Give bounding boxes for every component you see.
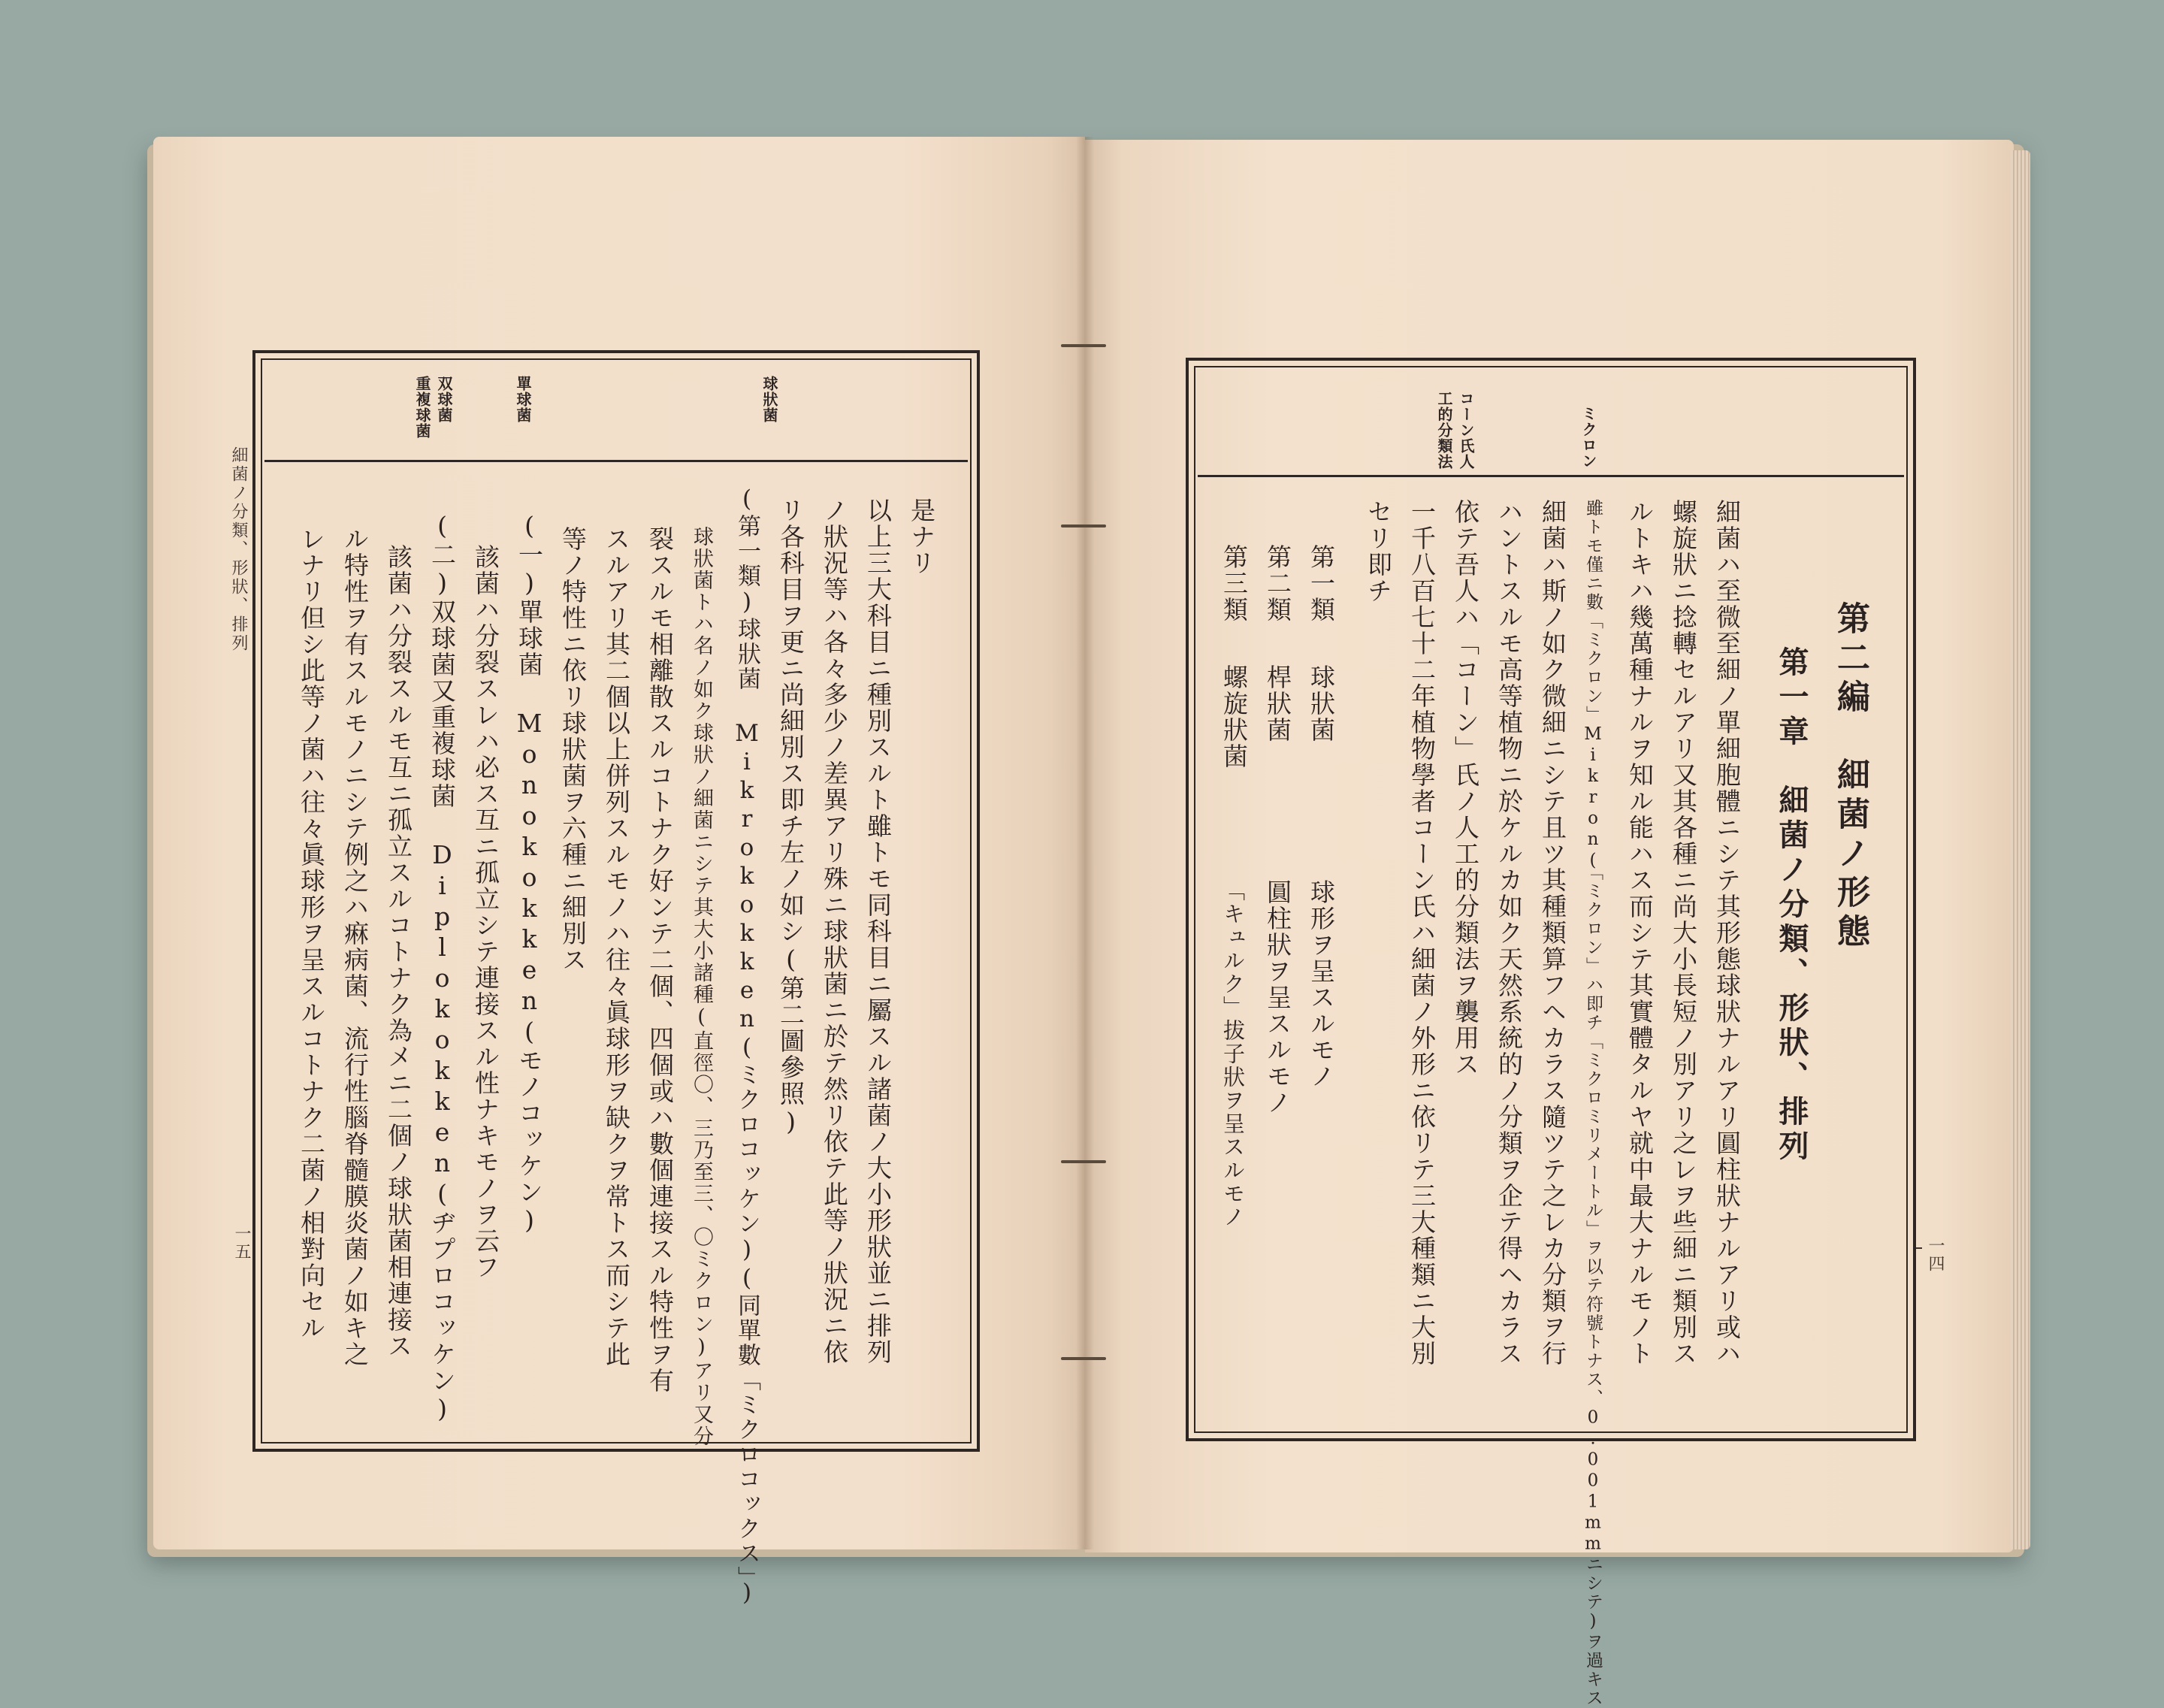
text-line: 一千八百七十二年植物學者コーン氏ハ細菌ノ外形ニ依リテ三大種類ニ大別 — [1407, 499, 1437, 1367]
headnote-cohn-classification: コーン氏人 工的分類法 — [1435, 391, 1475, 470]
class-label: 第一類 — [1307, 544, 1336, 623]
class-label: 第三類 — [1220, 544, 1249, 623]
running-head: 細菌ノ分類、形狀、排列 — [229, 446, 248, 653]
text-line: 雖トモ僅ニ數「ミクロン」Mikron(「ミクロン」ハ即チ「ミクロミリメートル」ヲ以テ符號トナス、0.001mmニシテ)ヲ過キス — [1583, 499, 1603, 1708]
text-line: 細菌ハ至微至細ノ單細胞體ニシテ其形態球狀ナルアリ圓柱狀ナルアリ或ハ — [1712, 499, 1742, 1367]
class-name: 球狀菌 — [1307, 664, 1336, 743]
text-line: 裂スルモ相離散スルコトナク好ンテ二個、四個或ハ數個連接スル特性ヲ有 — [645, 526, 675, 1394]
text-line: ルトキハ幾萬種ナルヲ知ル能ハス而シテ其實體タルヤ就中最大ナルモノト — [1625, 499, 1655, 1367]
text-line: (二)双球菌又重複球菌 Diplokokken(ヂプロコッケン) — [428, 511, 457, 1425]
binding-stitch — [1061, 344, 1106, 347]
text-line: レナリ但シ此等ノ菌ハ往々眞球形ヲ呈スルコトナク二菌ノ相對向セル — [297, 526, 326, 1341]
header-rule — [1198, 475, 1904, 477]
headnote-micron: ミクロン — [1579, 406, 1597, 469]
text-line: スルアリ其二個以上併列スルモノハ往々眞球形ヲ缺クヲ常トス而シテ此 — [602, 526, 631, 1368]
text-line: 是ナリ — [907, 497, 936, 576]
class-label: 第二類 — [1263, 544, 1292, 623]
headnote-cocci: 球狀菌 — [760, 376, 778, 423]
binding-stitch — [1061, 1160, 1106, 1163]
text-line: 螺旋狀ニ捻轉セルアリ又其各種ニ尚大小長短ノ別アリ之レヲ些細ニ類別ス — [1669, 499, 1698, 1367]
class-name: 桿狀菌 — [1263, 664, 1292, 743]
binding-stitch — [1061, 1357, 1106, 1360]
headnote-monococci: 單球菌 — [514, 376, 532, 423]
page-number-left: 一五 — [232, 1225, 251, 1261]
text-line: ノ狀況等ハ各々多少ノ差異アリ殊ニ球狀菌ニ於テ然リ依テ此等ノ狀況ニ依 — [820, 497, 849, 1365]
book-gutter — [1076, 137, 1094, 1549]
header-rule — [264, 460, 968, 462]
class-name: 螺旋狀菌 — [1220, 664, 1249, 769]
text-line: (一)單球菌 Monokokken(モノコッケン) — [515, 511, 544, 1236]
text-line: セリ即チ — [1364, 499, 1393, 604]
class-desc: 圓柱狀ヲ呈スルモノ — [1263, 879, 1292, 1116]
headnote-diplococci: 双球菌 重複球菌 — [413, 376, 453, 439]
text-line: ハントスルモ高等植物ニ於ケルカ如ク天然系統的ノ分類ヲ企テ得ヘカラス — [1495, 499, 1524, 1367]
class-desc: 「キュルク」拔子狀ヲ呈スルモノ — [1220, 879, 1246, 1229]
text-line: 該菌ハ分裂スレハ必ス互ニ孤立シテ連接スル性ナキモノヲ云フ — [471, 544, 500, 1280]
text-line: 等ノ特性ニ依リ球狀菌ヲ六種ニ細別ス — [558, 526, 588, 973]
text-line: (第一類)球狀菌 Mikrokokken(ミクロコッケン)(同單數「ミクロコックス」) — [733, 485, 760, 1608]
binding-stitch — [1061, 524, 1106, 528]
class-desc: 球形ヲ呈スルモノ — [1307, 879, 1336, 1090]
text-line: ル特性ヲ有スルモノニシテ例之ハ痳病菌、流行性腦脊髓膜炎菌ノ如キ之 — [340, 526, 370, 1368]
page-edges — [2011, 150, 2030, 1549]
page-number-right: 一四 — [1926, 1237, 1945, 1273]
part-title: 第二編 細菌ノ形態 — [1831, 601, 1869, 953]
text-line: 細菌ハ斯ノ如ク微細ニシテ且ツ其種類算フヘカラス隨ツテ之レカ分類ヲ行 — [1538, 499, 1567, 1367]
text-line: 球狀菌トハ名ノ如ク球狀ノ細菌ニシテ其大小諸種(直徑〇、三乃至三、〇ミクロン)アリ又分 — [690, 526, 713, 1447]
text-line: 依テ吾人ハ「コーン」氏ノ人工的分類法ヲ襲用ス — [1451, 499, 1480, 1078]
text-line: リ各科目ヲ更ニ尚細別ス即チ左ノ如シ(第二圖參照) — [776, 497, 805, 1138]
text-line: 以上三大科目ニ種別スルト雖トモ同科目ニ屬スル諸菌ノ大小形狀並ニ排列 — [863, 497, 893, 1365]
text-line: 該菌ハ分裂スルモ互ニ孤立スルコトナク為メニ二個ノ球狀菌相連接ス — [384, 544, 413, 1359]
chapter-title: 第一章 細菌ノ分類、形狀、排列 — [1774, 646, 1809, 1165]
